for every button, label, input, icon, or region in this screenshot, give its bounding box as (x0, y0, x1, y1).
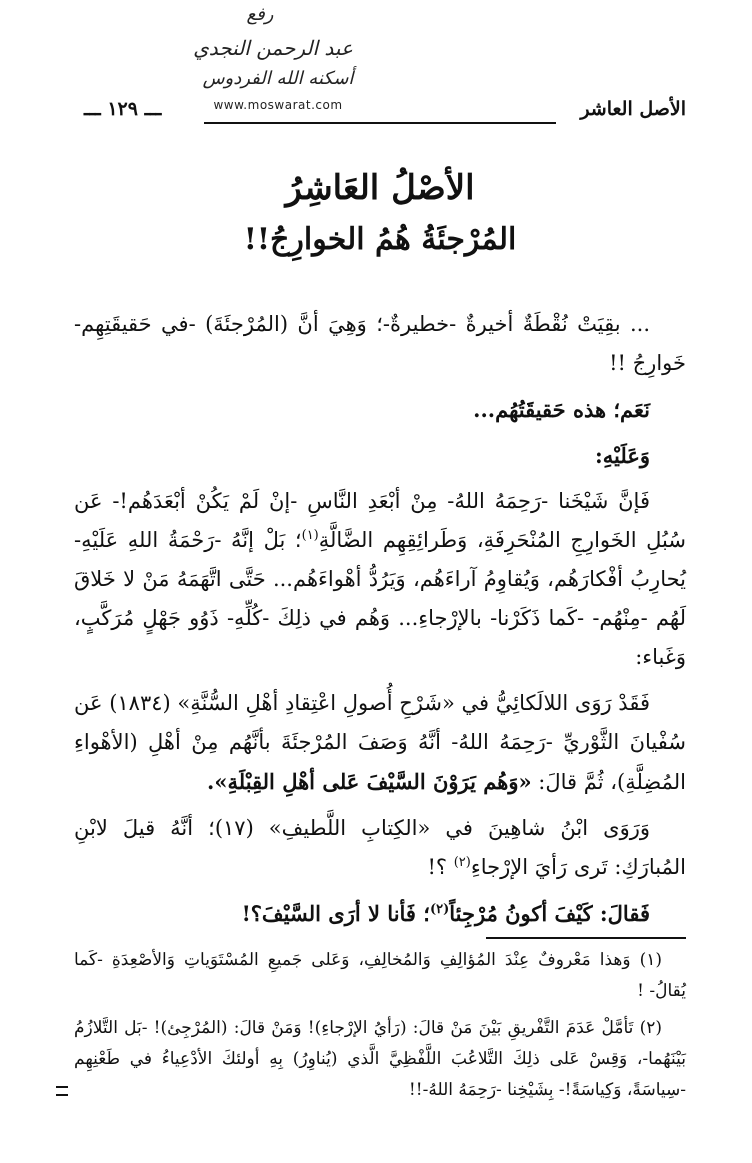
paragraph-7 (74, 894, 686, 933)
paragraph-1: ... بقِيَتْ نُقْطَةٌ أخيرةٌ -خطيرةٌ-؛ وَهِيَ أنَّ (المُرْجئَةَ) -في حَقيقَتِهِم- خَوارِجُ !! (74, 312, 686, 375)
page-number: ـــ ١٢٩ ـــ (84, 98, 162, 120)
library-stamp (170, 0, 380, 112)
paragraph-6 (74, 809, 686, 887)
paragraph-6-part-a: وَرَوَى ابْنُ شاهِينَ في «الكِتابِ اللَّطيفِ» (١٧)؛ أنَّهُ قيلَ لابْنِ المُبارَكِ: تَرى رَأيَ الإرْجاءِ (74, 816, 686, 879)
paragraph-5-quote: «وَهُم يَرَوْنَ السَّيْفَ عَلى أهْلِ القِبْلَةِ». (207, 769, 532, 794)
paragraph-5-part-a: فَقَدْ رَوَى اللالَكائِيُّ في «شَرْحِ أُصولِ اعْتِقادِ أهْلِ السُّنَّةِ» (١٨٣٤) عَن سُفْيانَ الثَّوْريِّ -رَحِمَهُ اللهُ- أنَّهُ وَصَفَ المُرْجئَةَ بأنَّهُم مِنْ أهْلِ (الأهْواءِ المُضِلَّةِ)، ثُمَّ قالَ: (74, 691, 686, 794)
paragraph-6-part-b: ؟! (427, 855, 454, 879)
footnote-1: (١) وَهذا مَعْروفٌ عِنْدَ المُؤالِفِ وَالمُخالِفِ، وَعَلى جَميعِ المُسْتَوَياتِ وَالأصْعِدَةِ -كَما يُقالُ- ! (74, 950, 686, 1001)
running-header (74, 98, 686, 128)
paragraph-7-part-b: ؛ فَأنا لا أرَى السَّيْفَ؟! (241, 901, 430, 926)
running-title: الأصل العاشر (580, 98, 686, 120)
paragraph-5 (74, 684, 686, 802)
footnote-ref-2[interactable]: (٢) (453, 855, 471, 870)
footnote-rule (486, 937, 686, 939)
stamp-line-2: عبد الرحمن النجدي (193, 36, 353, 60)
footnote-ref-2b[interactable]: (٢) (429, 902, 450, 917)
stamp-url: www.moswarat.com (213, 98, 343, 112)
footnotes (74, 945, 686, 1112)
page-margin-mark (56, 1086, 68, 1096)
paragraph-4-part-b: ؛ بَلْ إنَّهُ -رَحْمَةُ اللهِ عَلَيْهِ- يُحارِبُ أفْكارَهُم، وَيُقاوِمُ آراءَهُم، وَيَرُدُّ أهْواءَهُم... حَتَّى اتَّهَمَهُ مَنْ لا خَلاقَ لَهُم -مِنْهُم- -كَما ذَكَرْنا- بالإرْجاءِ... وَهُم في ذلِكَ -كُلِّهِ- ذَوُو جَهْلٍ مُرَكَّبٍ، وَغَباء: (74, 528, 686, 669)
paragraph-7-part-a: فَقالَ: كَيْفَ أكونُ مُرْجِئاً (449, 901, 650, 926)
header-rule (204, 122, 556, 124)
paragraph-4-part-a: فَإنَّ شَيْخَنا -رَحِمَهُ اللهُ- مِنْ أبْعَدِ النَّاسِ -إنْ لَمْ يَكُنْ أبْعَدَهُم!- عَن سُبُلِ الخَوارِجِ المُنْحَرِفَةِ، وَطَرائِقِهِم الضَّالَّةِ (74, 489, 686, 552)
body-text (74, 305, 686, 940)
stamp-line-1: رفع (246, 4, 274, 25)
paragraph-4 (74, 482, 686, 677)
footnote-ref-1[interactable]: (١) (301, 528, 319, 543)
footnote-2: (٢) تَأمَّلْ عَدَمَ التَّفْريقِ بَيْنَ مَنْ قالَ: (رَأيُ الإرْجاءِ)! وَمَنْ قالَ: (المُرْجِئ)! -بَل التَّلازُمُ بَيْنَهُما-، وَقِسْ عَلى ذلِكَ التَّلاعُبَ اللَّفْظِيَّ الَّذي (يُناوِرُ) بِهِ أولئكَ الأدْعِياءُ في طَعْنِهِم -سِياسَةً، وَكِياسَةً!- بِشَيْخِنا -رَحِمَهُ اللهُ-!! (74, 1018, 686, 1100)
paragraph-2: نَعَم؛ هذه حَقيقَتُهُم... (473, 397, 650, 422)
stamp-line-3: أسكنه الله الفردوس (202, 68, 354, 89)
chapter-subtitle: المُرْجئَةُ هُمُ الخوارِجُ!! (243, 222, 517, 257)
paragraph-3: وَعَلَيْهِ: (595, 443, 650, 468)
chapter-title: الأصْلُ العَاشِرُ (285, 168, 475, 208)
